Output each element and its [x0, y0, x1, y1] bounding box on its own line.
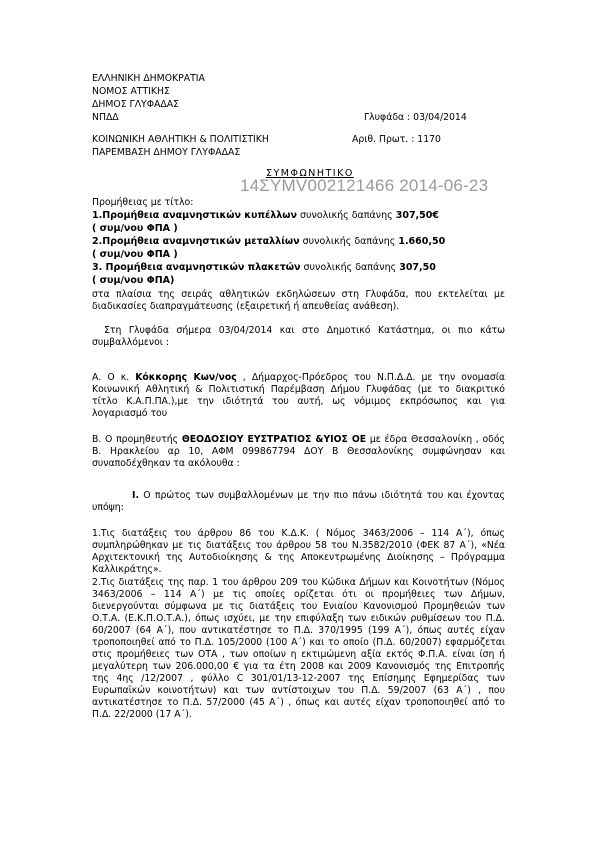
party-b-details: με έδρα Θεσσαλονίκη , οδός Β. Ηρακλείου αρ 10, ΑΦΜ 099867794 ΔΟΥ Β Θεσσαλονίκης συμφώνησαν και συναποδέχθηκαν τα ακόλουθα :	[92, 434, 505, 469]
item-2-title: 2.Προμήθεια αναμνηστικών μεταλλίων	[92, 236, 300, 247]
header-organization-line1: ΚΟΙΝΩΝΙΚΗ ΑΘΛΗΤΙΚΗ & ΠΟΛΙΤΙΣΤΙΚΗ	[92, 134, 269, 145]
item-2-amount: 1.660,50	[398, 236, 446, 247]
header-protocol-number: Αριθ. Πρωτ. : 1170	[352, 134, 441, 145]
party-a-lead: Α. Ο κ.	[92, 372, 136, 383]
item-3-vat: ( συμ/νου ΦΠΑ)	[92, 275, 175, 286]
header-place-date: Γλυφάδα : 03/04/2014	[364, 112, 467, 123]
item-3-title: 3. Προμήθεια αναμνηστικών πλακετών	[92, 262, 301, 273]
item-2-cost-label: συνολικής δαπάνης	[299, 236, 399, 247]
item-1	[92, 210, 439, 222]
clause-1: 1.Τις διατάξεις του άρθρου 86 του Κ.Δ.Κ. ( Νόμος 3463/2006 – 114 Α΄), όπως συμπληρώθηκαν με τις διατάξεις του άρθρου 58 του Ν.3582/2010 (ΦΕΚ 87 Α΄), «Νέα Αρχιτεκτονική της Αυτοδιοίκησης & της Αποκεντρωμένης Διοίκησης – Πρόγραμμα Καλλικράτης».	[92, 528, 505, 575]
subject-label: Προμήθειας με τίτλο:	[92, 197, 194, 208]
item-1-vat: ( συμ/νου ΦΠΑ )	[92, 223, 178, 234]
item-1-amount: 307,50€	[395, 210, 439, 221]
context-paragraph: στα πλαίσια της σειράς αθλητικών εκδηλώσεων στη Γλυφάδα, που εκτελείται με διαδικασίες διαπραγμάτευσης (εξαιρετική ή απευθείας ανάθεση).	[92, 289, 505, 312]
header-entity-type: ΝΠΔΔ	[92, 112, 119, 123]
item-1-cost-label: συνολικής δαπάνης	[297, 210, 396, 221]
header-municipality: ΔΗΜΟΣ ΓΛΥΦΑΔΑΣ	[92, 99, 180, 110]
clause-2: 2.Τις διατάξεις της παρ. 1 του άρθρου 209 του Κώδικα Δήμων και Κοινοτήτων (Νόμος 3463/2006 – 114 Α΄) με τις οποίες ορίζεται ότι οι προμήθειες των Δήμων, διενεργούνται σύμφωνα με τις διατάξεις του Ενιαίου Κανονισμού Προμηθειών των Ο.Τ.Α. (Ε.Κ.Π.Ο.Τ.Α.), όπως ισχύει, με την επιφύλαξη των ειδικών ρυθμίσεων του Π.Δ. 60/2007 (64 Α΄), που αντικατέστησε το Π.Δ. 370/1995 (199 Α΄), όπως αυτές είχαν τροποποιηθεί από το Π.Δ. 105/2000 (100 Α΄) και το οποίο (Π.Δ. 60/2007) εφαρμόζεται στις προμήθειες των ΟΤΑ , των οποίων η εκτιμώμενη αξία εκτός Φ.Π.Α. είναι ίση ή μεγαλύτερη των 206.000,00 € για τα έτη 2008 και 2009 Κανονισμός της Επιτροπής της 4ης /12/2007 , φύλλο C 301/01/13-12-2007 της Επίσημης Εφημερίδας των Ευρωπαϊκών κοινοτήτων) και των αντίστοιχων του Π.Δ. 59/2007 (63 Α΄) , που αντικατέστησε το Π.Δ. 57/2000 (45 Α΄) , όπως και αυτές είχαν τροποποιηθεί από το Π.Δ. 22/2000 (17 Α΄).	[92, 577, 505, 720]
party-a-paragraph	[92, 372, 505, 420]
item-1-title: 1.Προμήθεια αναμνηστικών κυπέλλων	[92, 210, 298, 221]
party-b-name: ΘΕΟΔΟΣΙΟΥ ΕΥΣΤΡΑΤΙΟΣ &ΥΙΟΣ ΟΕ	[181, 434, 367, 445]
item-3	[92, 262, 436, 274]
item-3-amount: 307,50	[399, 262, 436, 273]
item-2	[92, 236, 445, 248]
section-one-text: Ο πρώτος των συμβαλλομένων με την πιο πάνω ιδιότητά του και έχοντας υπόψη:	[92, 490, 505, 513]
section-one-paragraph	[92, 490, 505, 514]
party-b-paragraph	[92, 434, 505, 470]
header-republic: ΕΛΛΗΝΙΚΗ ΔΗΜΟΚΡΑΤΙΑ	[92, 73, 205, 84]
party-b-lead: Β. Ο προμηθευτής	[92, 434, 182, 445]
party-a-details: , Δήμαρχος-Πρόεδρος του Ν.Π.Δ.Δ. με την ονομασία Κοινωνική Αθλητική & Πολιτιστική Παρέμβαση Δήμου Γλυφάδας (με το διακριτικό τίτλο Κ.Α.Π.ΠΑ.),με την ιδιότητά του αυτή, ως νόμιμος εκπρόσωπος και για λογαριασμό του	[92, 372, 506, 419]
document-watermark: 14ΣΥΜV002121466 2014-06-23	[240, 176, 489, 195]
party-a-name: Κόκκορης Κων/νος	[135, 372, 237, 383]
item-2-vat: ( συμ/νου ΦΠΑ )	[92, 249, 178, 260]
header-organization-line2: ΠΑΡΕΜΒΑΣΗ ΔΗΜΟΥ ΓΛΥΦΑΔΑΣ	[92, 147, 241, 158]
item-3-cost-label: συνολικής δαπάνης	[300, 262, 400, 273]
section-one-numeral: Ι.	[132, 490, 139, 501]
intro-paragraph: Στη Γλυφάδα σήμερα 03/04/2014 και στο Δημοτικό Κατάστημα, οι πιο κάτω συμβαλλόμενοι :	[92, 325, 505, 348]
document-title: ΣΥΜΦΩΝΗΤΙΚΟ	[266, 168, 354, 179]
header-prefecture: ΝΟΜΟΣ ΑΤΤΙΚΗΣ	[92, 86, 170, 97]
